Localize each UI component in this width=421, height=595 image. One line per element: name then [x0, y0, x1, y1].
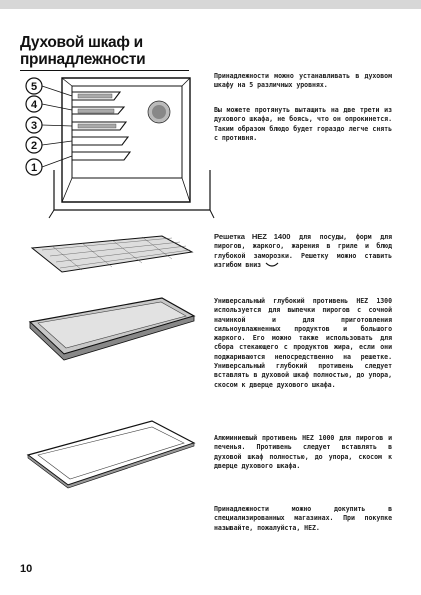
- aluminium-tray-paragraph: Алюминиевый противень HEZ 1000 для пирогов и печенья. Противень следует вставлять в духовой шкаф полностью, до упора, скосом к дверце духового шкафа.: [214, 434, 392, 470]
- rack-description: для посуды, форм для пирогов, жаркого, жарения в гриле и блюд глубокой заморозки. Решетку можно ставить изгибом вниз: [214, 233, 392, 269]
- levels-paragraph: Принадлежности можно устанавливать в духовом шкафу на 5 различных уровнях.: [214, 72, 392, 90]
- pull-out-paragraph: Вы можете протянуть вытащить на две трети из духового шкафа, не боясь, что он опрокинется. Таким образом блюдо будет гораздо легче снять с противня.: [214, 106, 392, 142]
- top-bar: [0, 0, 421, 9]
- rack-illustration: [22, 228, 197, 278]
- deep-tray-illustration: [22, 292, 197, 362]
- level-label-3: 3: [30, 120, 38, 132]
- deep-tray-paragraph: Универсальный глубокий противень HEZ 1300 используется для выпечки пирогов с сочной начинкой и для приготовления сильноувлажненных продуктов и большого жаркого. Его можно также использовать для сбора стекающего с продуктов жира, если они поджариваются непосредственно на решетке. Универсальный глубокий противень следует вставлять в духовой шкаф полностью, до упора, скосом к дверце духового шкафа.: [214, 297, 392, 389]
- oven-illustration: [14, 70, 219, 220]
- level-label-4: 4: [30, 99, 38, 111]
- level-label-1: 1: [30, 162, 38, 174]
- rack-paragraph: [214, 232, 392, 270]
- rack-name: Решетка HEZ 1400: [214, 232, 291, 241]
- level-label-2: 2: [30, 140, 38, 152]
- curve-down-icon: [265, 262, 279, 268]
- page-number: 10: [20, 563, 33, 575]
- purchase-paragraph: Принадлежности можно докупить в специализированных магазинах. При покупке называйте, пожалуйста, HEZ.: [214, 505, 392, 532]
- aluminium-tray-illustration: [22, 415, 197, 490]
- level-label-5: 5: [30, 81, 38, 93]
- page-title: Духовой шкаф и принадлежности: [20, 34, 146, 68]
